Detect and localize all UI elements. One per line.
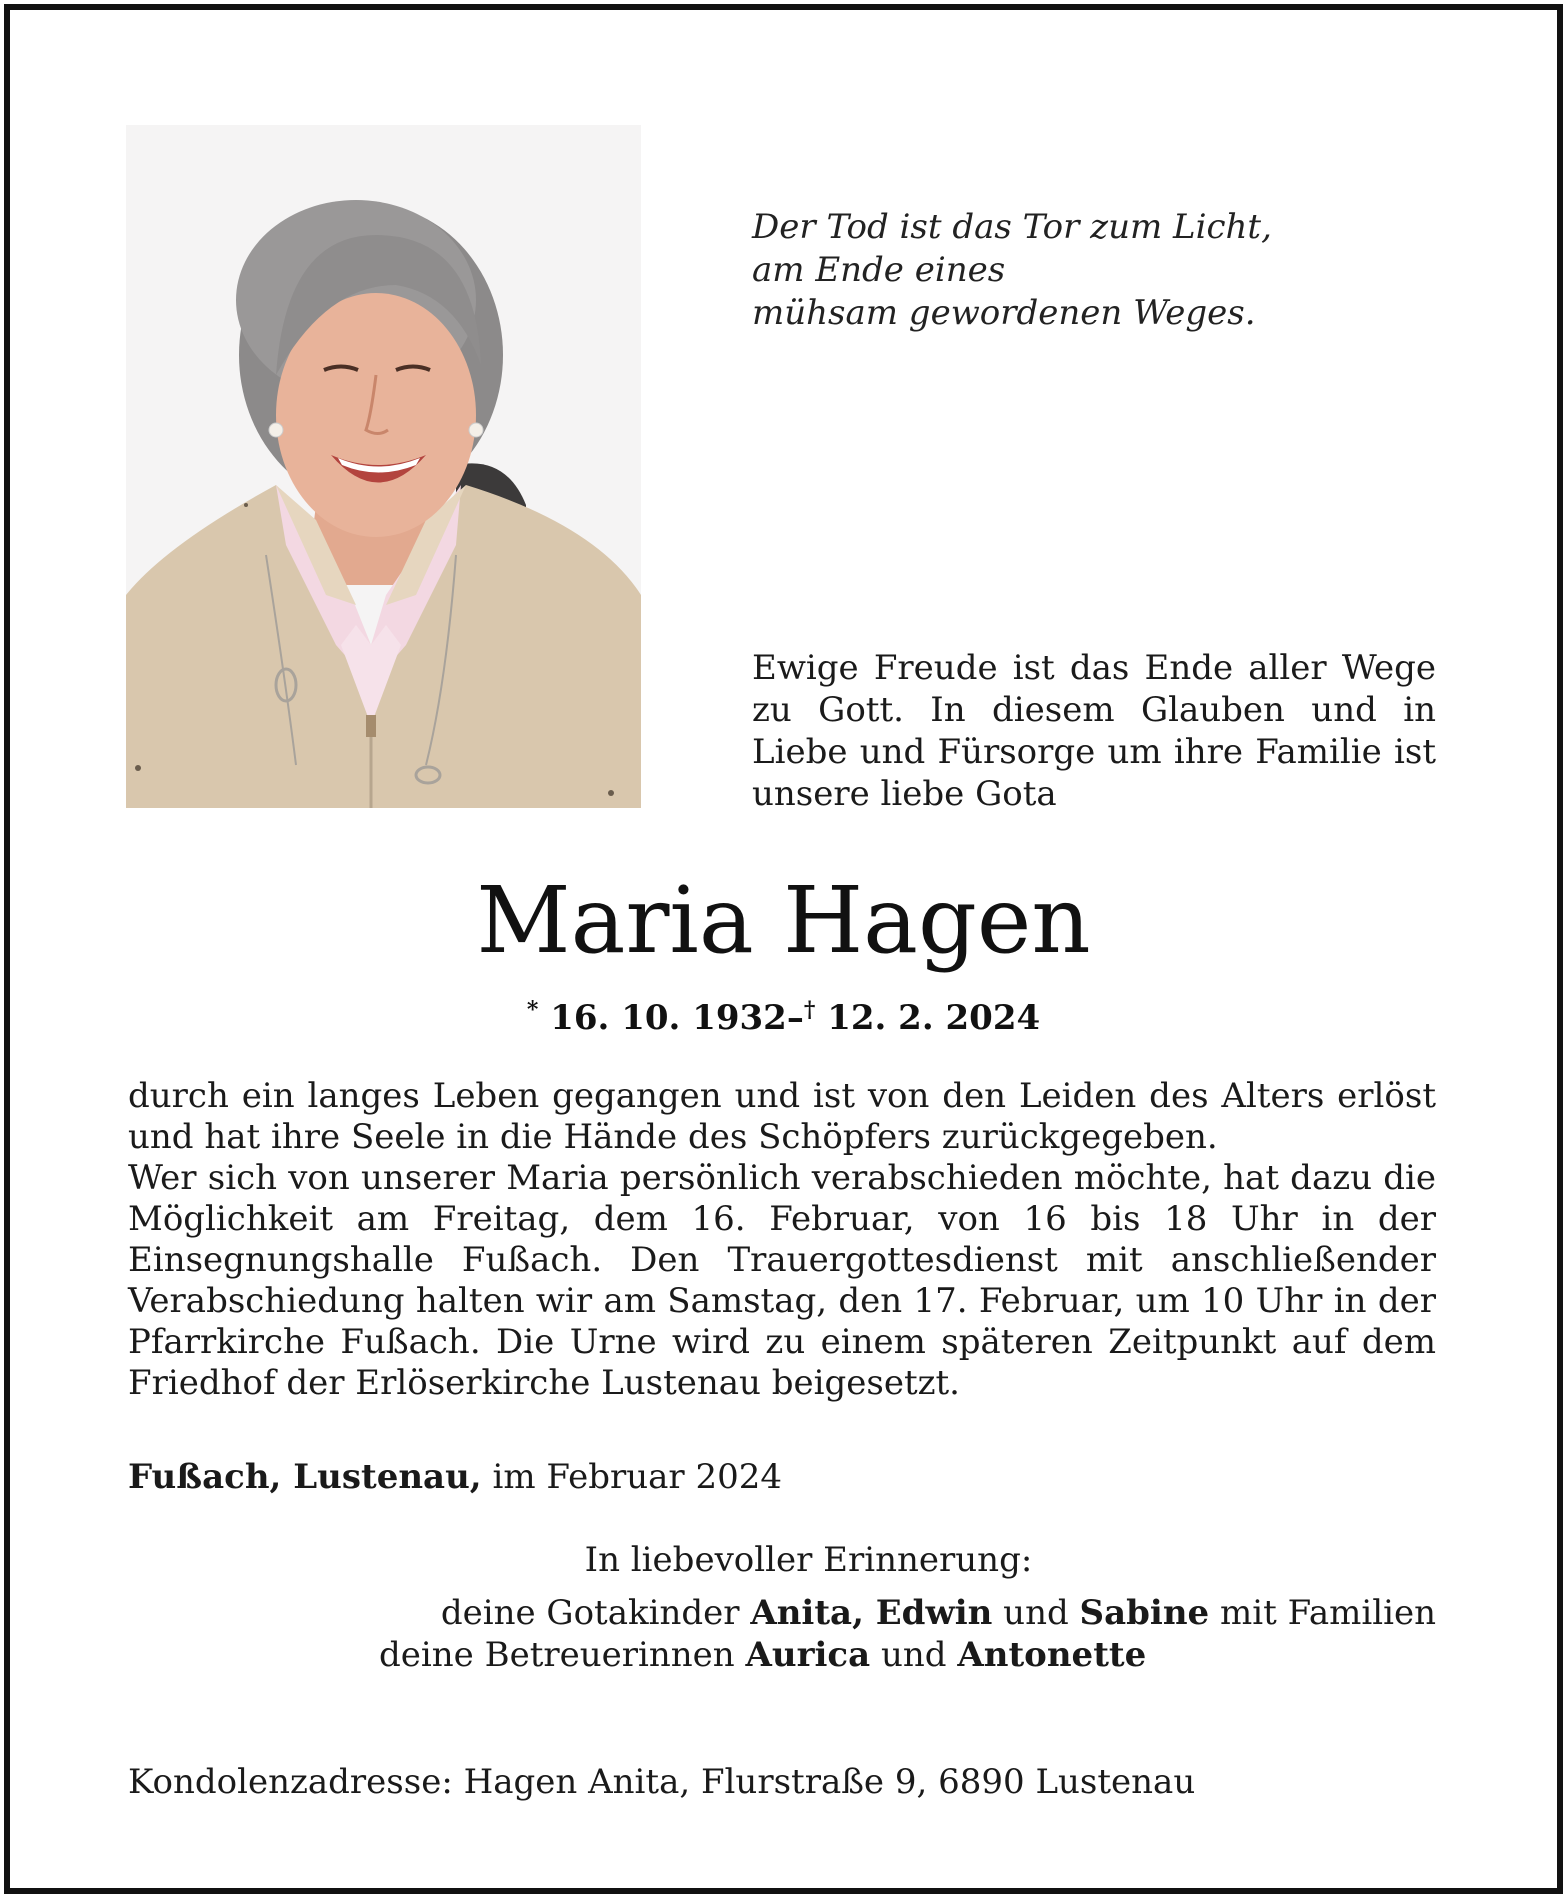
obituary-body	[128, 1076, 1436, 1404]
death-date: 12. 2. 2024	[827, 998, 1041, 1038]
death-symbol: †	[803, 997, 816, 1023]
quote-line: Der Tod ist das Tor zum Licht,	[752, 207, 1272, 247]
family-line-caregivers	[300, 1634, 1436, 1676]
portrait-illustration	[126, 125, 641, 808]
family-names: Sabine	[1079, 1593, 1210, 1633]
family-names: Anita, Edwin	[750, 1593, 993, 1633]
body-paragraph: Wer sich von unserer Maria persönlich verabschieden möchte, hat dazu die Möglichkeit am Freitag, dem 16. Februar, von 16 bis 18 Uhr in der Einsegnungshalle Fußach. Den Trauergottesdienst mit anschließender Verabschiedung halten wir am Samstag, den 17. Februar, um 10 Uhr in der Pfarrkirche Fußach. Die Urne wird zu einem späteren Zeitpunkt auf dem Friedhof der Erlöserkirche Lustenau beigesetzt.	[128, 1158, 1436, 1403]
place-and-date	[128, 1455, 782, 1499]
family-names: Aurica	[745, 1635, 871, 1675]
family-suffix: mit Familien	[1209, 1593, 1436, 1633]
portrait-photo	[126, 125, 641, 808]
quote-line: am Ende eines	[752, 250, 1006, 290]
family-conjunction: und	[870, 1635, 958, 1675]
family-list	[300, 1592, 1436, 1676]
life-dates	[0, 996, 1567, 1040]
body-paragraph: durch ein langes Leben gegangen und ist von den Leiden des Alters erlöst und hat ihre Seele in die Hände des Schöpfers zurückgegeben.	[128, 1076, 1436, 1157]
date-separator: –	[786, 998, 804, 1038]
family-conjunction: und	[992, 1593, 1080, 1633]
deceased-name: Maria Hagen	[476, 867, 1091, 974]
family-prefix: deine Betreuerinnen	[379, 1635, 746, 1675]
birth-symbol: *	[526, 997, 539, 1023]
intro-text: Ewige Freude ist das Ende aller Wege zu Gott. In diesem Glauben und in Liebe und Fürsorge um ihre Familie ist unsere liebe Gota	[752, 648, 1436, 814]
family-line-godchildren	[300, 1592, 1436, 1634]
birth-date: 16. 10. 1932	[550, 998, 787, 1038]
place-names: Fußach, Lustenau,	[128, 1457, 482, 1497]
family-prefix: deine Gotakinder	[440, 1593, 751, 1633]
family-names: Antonette	[957, 1635, 1147, 1675]
place-date: im Februar 2024	[481, 1457, 782, 1497]
memorial-quote	[752, 206, 1272, 335]
memory-heading: In liebevoller Erinnerung:	[584, 1540, 1033, 1580]
condolence-address: Kondolenzadresse: Hagen Anita, Flurstraße 9, 6890 Lustenau	[128, 1762, 1196, 1802]
quote-line: mühsam gewordenen Weges.	[752, 293, 1256, 333]
